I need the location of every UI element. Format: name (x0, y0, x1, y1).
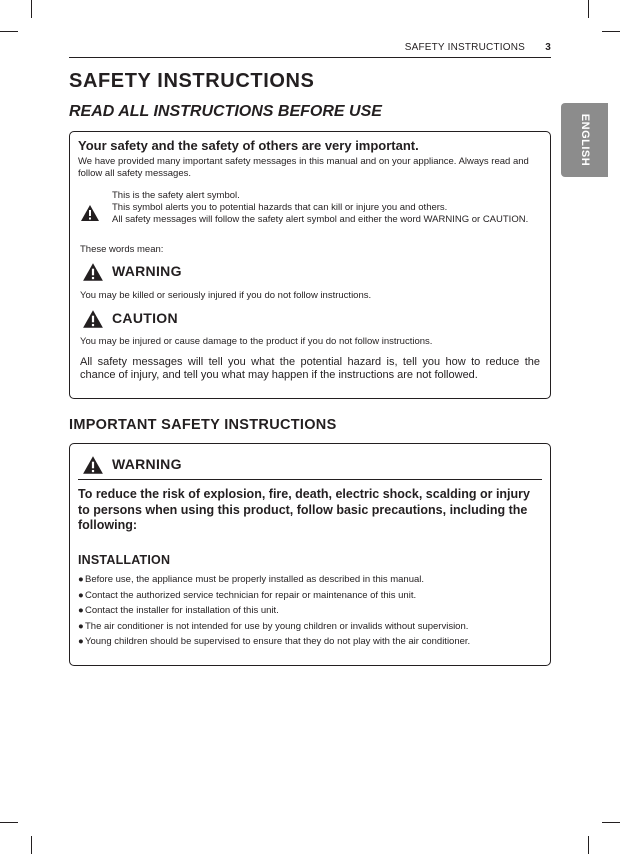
list-item-text: Before use, the appliance must be properly installed as described in this manual. (85, 574, 425, 585)
crop-mark (602, 822, 620, 823)
words-mean-label: These words mean: (80, 244, 164, 255)
safety-messages-box (69, 131, 551, 399)
warning-signal-word: WARNING (112, 263, 182, 279)
bullet-icon: ● (78, 589, 84, 601)
alert-symbol-line: All safety messages will follow the safety alert symbol and either the word WARNING or CAUTION. (112, 214, 529, 225)
language-tab (561, 103, 608, 177)
running-head (69, 42, 551, 56)
warning-description: You may be killed or seriously injured if you do not follow instructions. (80, 290, 372, 301)
list-item (78, 572, 542, 588)
page-subtitle: READ ALL INSTRUCTIONS BEFORE USE (69, 103, 382, 120)
warning-signal-word: WARNING (112, 456, 182, 472)
alert-symbol-line: This is the safety alert symbol. (112, 190, 240, 201)
installation-list (78, 572, 542, 650)
list-item-text: The air conditioner is not intended for use by young children or invalids without supervision. (85, 620, 469, 632)
important-safety-heading: IMPORTANT SAFETY INSTRUCTIONS (69, 417, 337, 433)
list-item (78, 634, 542, 650)
alert-symbol-explanation (112, 190, 542, 226)
caution-description: You may be injured or cause damage to the product if you do not follow instructions. (80, 336, 433, 347)
bullet-icon: ● (78, 605, 84, 616)
page-number: 3 (545, 42, 551, 53)
list-item-text: Contact the installer for installation of this unit. (85, 605, 279, 616)
warning-triangle-icon (82, 455, 104, 475)
crop-mark (0, 822, 18, 823)
alert-symbol-line: This symbol alerts you to potential hazards that can kill or injure you and others. (112, 202, 448, 213)
running-head-title: SAFETY INSTRUCTIONS (404, 42, 525, 53)
list-item-text: Young children should be supervised to ensure that they do not play with the air conditioner. (85, 636, 471, 647)
installation-heading: INSTALLATION (78, 553, 171, 567)
important-safety-box (69, 443, 551, 666)
language-tab-label: ENGLISH (578, 113, 591, 167)
warning-divider (78, 479, 542, 480)
safety-alert-triangle-icon (80, 204, 100, 222)
safety-box-title: Your safety and the safety of others are very important. (78, 138, 419, 153)
bullet-icon: ● (78, 620, 84, 632)
header-rule (69, 57, 551, 58)
bullet-icon: ● (78, 636, 84, 647)
crop-mark (0, 31, 18, 32)
page-title: SAFETY INSTRUCTIONS (69, 70, 315, 92)
list-item (78, 588, 542, 604)
crop-mark (31, 0, 32, 18)
bullet-icon: ● (78, 574, 84, 585)
list-item (78, 603, 542, 619)
caution-triangle-icon (82, 309, 104, 329)
warning-lead-text: To reduce the risk of explosion, fire, death, electric shock, scalding or injury to persons when using this product, follow basic precautions, including the following: (78, 487, 530, 532)
crop-mark (588, 0, 589, 18)
list-item-text: Contact the authorized service technician for repair or maintenance of this unit. (85, 589, 417, 601)
crop-mark (602, 31, 620, 32)
safety-messages-closing: All safety messages will tell you what the potential hazard is, tell you how to reduce the chance of injury, and tell you what may happen if the instructions are not followed. (80, 356, 540, 381)
crop-mark (588, 836, 589, 854)
warning-triangle-icon (82, 262, 104, 282)
safety-box-intro: We have provided many important safety messages in this manual and on your appliance. Always read and follow all safety messages. (78, 156, 529, 179)
list-item (78, 619, 542, 635)
caution-signal-word: CAUTION (112, 310, 178, 326)
crop-mark (31, 836, 32, 854)
